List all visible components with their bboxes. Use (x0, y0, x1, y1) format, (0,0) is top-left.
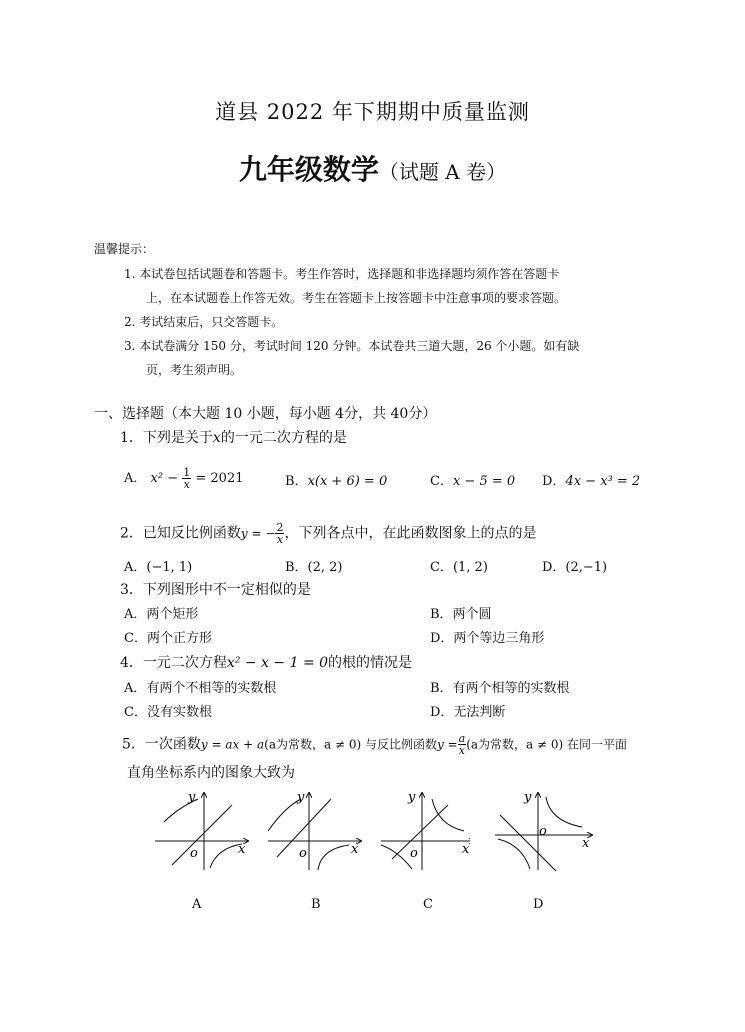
graph-d-x-label: x (582, 836, 590, 851)
q1-option-a-label: A． (124, 471, 147, 486)
graph-label-c: C (423, 897, 433, 912)
q1-option-c-label: C． (430, 474, 453, 489)
graph-b-x-label: x (351, 842, 359, 857)
graph-c-origin: o (410, 846, 418, 861)
q4-equation: x² − x − 1 = 0 (226, 655, 329, 671)
q4-option-c: C．没有实数根 (124, 705, 212, 720)
tip-2 (124, 313, 283, 330)
graph-d-hyperbola-left (498, 839, 530, 869)
graph-label-b: B (311, 897, 321, 912)
question-2-stem (120, 522, 536, 545)
graph-c-y-label: y (408, 790, 416, 805)
section-1-title: 一、选择题（本大题 10 小题，每小题 4分，共 40分） (94, 406, 437, 422)
graph-label-a: A (192, 897, 202, 912)
question-3-stem: 3．下列图形中不一定相似的是 (120, 582, 311, 598)
subject-name: 九年级数学 (238, 153, 379, 186)
exam-title: 道县 2022 年下期期中质量监测 (215, 100, 530, 124)
fraction-denominator: x (183, 478, 190, 491)
q1-option-b-expr: x(x + 6) = 0 (307, 474, 388, 489)
q4-option-d: D．无法判断 (430, 705, 506, 720)
q5-stem-condition-end: (a为常数，a ≠ 0) 在同一平面 (466, 737, 627, 752)
q1-option-a-term: x² − (150, 471, 179, 486)
q2-option-a: A．(−1, 1) (124, 560, 193, 575)
q5-graph-d-wrapper (490, 785, 600, 875)
q1-option-c-expr: x − 5 = 0 (452, 474, 516, 489)
q1-option-d (542, 470, 640, 489)
q1-stem-variable: x (212, 430, 221, 446)
tip-3-number: 3. (124, 339, 136, 353)
q4-option-b: B．有两个相等的实数根 (430, 681, 570, 696)
q5-graphs (150, 785, 470, 875)
graph-d-origin: o (539, 824, 547, 839)
q2-option-c: C．(1, 2) (430, 560, 488, 575)
graph-c-hyperbola-left (381, 845, 412, 869)
question-1-stem (120, 427, 347, 447)
question-5-stem-line2: 直角坐标系内的图象大致为 (127, 765, 295, 781)
q5-inverse-function: y = (436, 737, 458, 752)
q3-option-d: D．两个等边三角形 (430, 631, 545, 646)
tip-3 (124, 337, 579, 354)
q1-stem-text-end: 的一元二次方程的是 (220, 430, 347, 446)
tip-3-line2: 页，考生须声明。 (146, 363, 243, 377)
q2-stem-text: 2．已知反比例函数 (120, 525, 241, 542)
q1-option-d-label: D． (542, 474, 566, 489)
graph-a-origin: o (190, 846, 198, 861)
q5-inverse-fraction (458, 733, 467, 756)
q5-stem-condition: (a为常数，a ≠ 0) 与反比例函数 (264, 737, 437, 752)
q1-option-d-expr: 4x − x³ = 2 (565, 474, 641, 489)
graph-b-hyperbola-lower (318, 845, 349, 870)
q2-function: y = − (240, 526, 276, 541)
q1-option-a (124, 467, 244, 490)
q2-option-d: D．(2,−1) (542, 560, 608, 575)
graph-c-x-label: x (462, 842, 470, 857)
tips-heading: 温馨提示： (94, 242, 155, 256)
graph-a (155, 790, 248, 870)
tip-1 (124, 265, 559, 282)
graph-d-hyperbola-right (546, 797, 582, 827)
q4-stem-text-end: 的根的情况是 (328, 655, 413, 671)
q1-option-b-label: B． (285, 474, 308, 489)
graph-b (268, 790, 361, 870)
tip-1-line1: 本试卷包括试题卷和答题卡。考生作答时，选择题和非选择题均须作答在答题卡 (139, 267, 560, 281)
graph-a-line (172, 805, 232, 865)
graph-label-d: D (533, 897, 544, 912)
tip-3-line1: 本试卷满分 150 分，考试时间 120 分钟。本试卷共三道大题，26 个小题。如有缺 (139, 339, 580, 353)
graph-b-origin: o (299, 846, 307, 861)
graph-d-y-label: y (524, 790, 532, 805)
fraction-numerator: 2 (276, 521, 284, 534)
q4-stem-text: 4．一元二次方程 (120, 655, 227, 671)
q5-linear-function: y = ax + a (200, 737, 265, 752)
q3-option-a: A．两个矩形 (124, 607, 199, 622)
q2-stem-text-end: ，下列各点中，在此函数图象上的点的是 (284, 525, 537, 542)
q3-option-c: C．两个正方形 (124, 631, 212, 646)
q4-option-a: A．有两个不相等的实数根 (124, 681, 277, 696)
question-5-stem (122, 733, 627, 756)
graph-c-line (392, 805, 448, 859)
question-4-stem (120, 652, 412, 672)
tip-1-number: 1. (124, 267, 136, 281)
fraction-denominator: x (276, 533, 284, 546)
tip-2-line1: 考试结束后，只交答题卡。 (139, 315, 284, 329)
tip-1-line2: 上，在本试题卷上作答无效。考生在答题卡上按答题卡中注意事项的要求答题。 (146, 291, 567, 305)
q1-option-c (430, 470, 515, 489)
graph-c-hyperbola-right (432, 799, 464, 831)
fraction-numerator: 1 (183, 466, 191, 479)
q1-option-a-fraction (182, 467, 191, 490)
q1-stem-text: 1．下列是关于 (120, 430, 213, 446)
graph-a-x-label: x (238, 842, 246, 857)
q3-option-b: B．两个圆 (430, 607, 492, 622)
paper-version: （试题 A 卷） (378, 160, 507, 184)
tip-2-number: 2. (124, 315, 136, 329)
graph-b-y-label: y (297, 790, 305, 805)
graph-d (495, 790, 592, 871)
q1-option-a-rhs: = 2021 (195, 471, 244, 486)
fraction-denominator: x (458, 744, 466, 757)
graph-c (381, 790, 470, 870)
fraction-numerator: a (458, 732, 466, 745)
q5-stem-text: 5．一次函数 (122, 736, 201, 753)
q1-option-b (285, 470, 387, 489)
graph-a-y-label: y (188, 790, 196, 805)
q2-option-b: B．(2, 2) (285, 560, 343, 575)
exam-subject-title (0, 148, 745, 188)
